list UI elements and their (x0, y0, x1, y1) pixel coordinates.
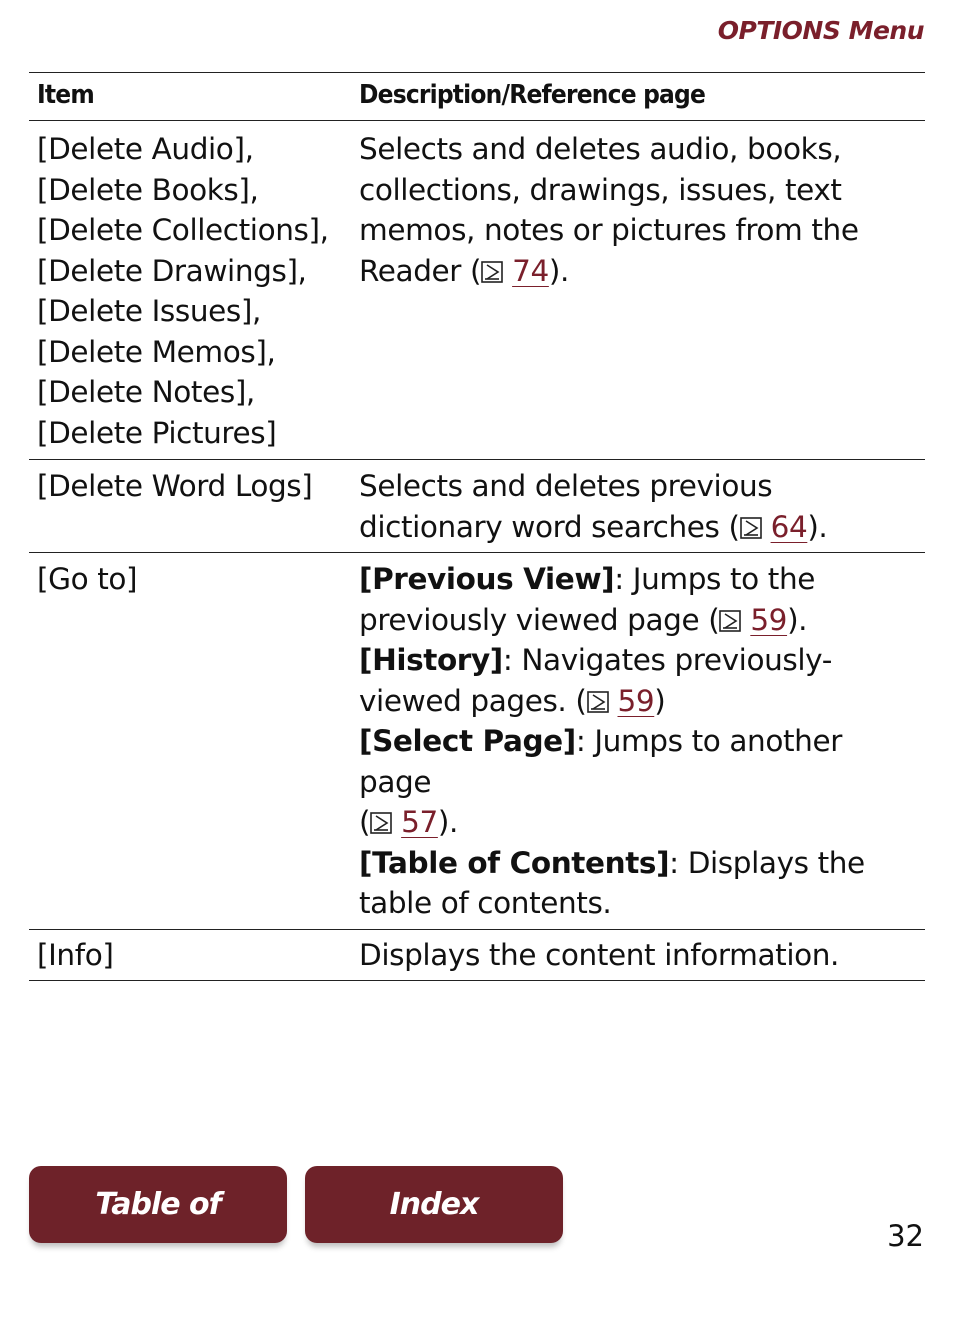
description-text (359, 843, 921, 884)
description-cell (359, 553, 925, 930)
item-cell (29, 929, 359, 981)
description-text: collections, drawings, issues, text (359, 172, 842, 207)
table-row (29, 460, 925, 553)
item-text: [Info] (37, 937, 114, 972)
item-text: [Delete Drawings], (37, 253, 307, 288)
description-text-part: ). (787, 602, 808, 637)
description-text: Displays the content information. (359, 937, 840, 972)
description-text (359, 640, 921, 681)
item-text: [Delete Memos], (37, 334, 276, 369)
page-reference-link[interactable]: 57 (401, 805, 438, 839)
description-text-part: ( (359, 805, 371, 839)
options-menu-table (29, 72, 925, 981)
item-text: [Go to] (37, 562, 138, 596)
table-row (29, 121, 925, 460)
column-header-description: Description/Reference page (359, 73, 925, 121)
reference-arrow-icon (719, 610, 741, 632)
page-reference-link[interactable]: 74 (512, 253, 549, 288)
description-text: Selects and deletes previous (359, 469, 773, 503)
page-number: 32 (887, 1219, 924, 1253)
item-cell (29, 460, 359, 553)
description-cell (359, 121, 925, 460)
description-text-part: ). (807, 509, 828, 544)
item-cell (29, 553, 359, 930)
table-row (29, 553, 925, 930)
description-text (359, 721, 921, 802)
option-term: [Select Page] (359, 724, 576, 758)
item-text: [Delete Word Logs] (37, 469, 313, 503)
description-cell (359, 929, 925, 981)
column-header-item: Item (29, 73, 359, 121)
item-cell (29, 121, 359, 460)
item-text: [Delete Issues], (37, 294, 261, 328)
description-text (359, 802, 921, 843)
table-row (29, 929, 925, 981)
page-reference-link[interactable]: 59 (617, 683, 655, 718)
item-text: [Delete Collections], (37, 213, 329, 247)
section-title: OPTIONS Menu (717, 16, 924, 45)
reference-arrow-icon (587, 691, 609, 713)
item-text: [Delete Notes], (37, 375, 255, 409)
option-term: [Previous View] (359, 562, 615, 596)
description-text-part: Reader ( (359, 253, 482, 288)
description-text (359, 507, 921, 548)
description-text (359, 600, 921, 641)
description-text-part: dictionary word searches ( (359, 509, 740, 544)
description-text-part: : Jumps to another page (359, 724, 842, 799)
description-text-part: ) (654, 683, 666, 718)
description-text-part: : Navigates previously- (502, 643, 832, 677)
description-cell (359, 460, 925, 553)
item-text: [Delete Audio], (37, 132, 254, 166)
description-text-part: : Displays the (669, 845, 865, 880)
option-term: [Table of Contents] (359, 845, 670, 880)
description-text: Selects and deletes audio, books, (359, 132, 842, 166)
description-text-part: previously viewed page ( (359, 602, 720, 637)
table-of-contents-button[interactable]: Table of Contents (29, 1166, 287, 1243)
description-text-part: ). (548, 253, 569, 288)
description-text-part: viewed pages. ( (359, 683, 587, 718)
item-text: [Delete Books], (37, 172, 259, 207)
index-button[interactable]: Index (305, 1166, 563, 1243)
description-text: memos, notes or pictures from the (359, 213, 859, 247)
description-text-part: ). (437, 805, 458, 839)
table-header-row (29, 73, 925, 121)
description-text (359, 681, 921, 722)
page-reference-link[interactable]: 64 (770, 509, 808, 544)
reference-arrow-icon (481, 261, 503, 283)
page-reference-link[interactable]: 59 (750, 602, 788, 637)
description-text: table of contents. (359, 886, 612, 920)
description-text (359, 559, 921, 600)
item-text: [Delete Pictures] (37, 415, 277, 450)
reference-arrow-icon (740, 517, 762, 539)
description-text-part: : Jumps to the (614, 562, 815, 596)
reference-arrow-icon (370, 812, 392, 834)
option-term: [History] (359, 643, 503, 677)
description-text (359, 251, 921, 292)
